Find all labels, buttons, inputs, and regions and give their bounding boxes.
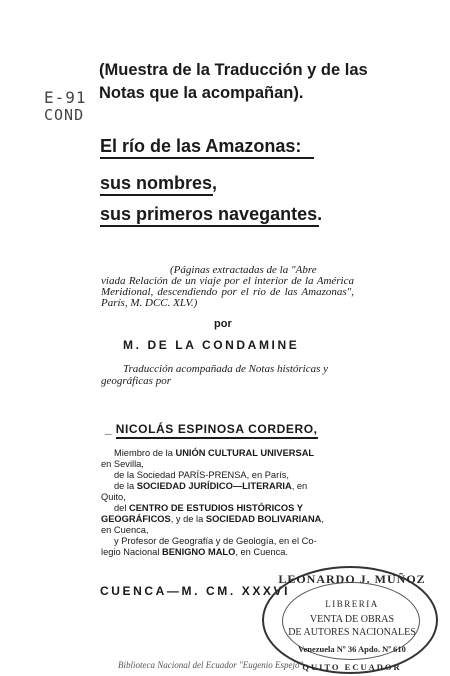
affiliation-line: en Cuenca, (101, 525, 149, 535)
stamp-line: VENTA DE OBRAS (309, 614, 395, 625)
translator-dash: _ (105, 422, 112, 436)
affiliation-line: y Profesor de Geografía y de Geología, en el Co- (114, 536, 317, 546)
title-line-1: El río de las Amazonas: (100, 136, 302, 156)
affiliation-line: del CENTRO DE ESTUDIOS HISTÓRICOS Y (114, 503, 303, 513)
stamp-address: Venezuela Nº 36 Apdo. Nº 610 (298, 644, 406, 654)
library-watermark: Biblioteca Nacional del Ecuador "Eugenio Espejo" (118, 660, 304, 670)
affiliation-line: GEOGRÁFICOS, y de la SOCIEDAD BOLIVARIANA, (101, 514, 324, 524)
stamp-city: QUITO ECUADOR (302, 662, 402, 672)
affiliation-line: en Sevilla, (101, 459, 144, 469)
subtitle: (Muestra de la Traducción y de las Notas que la acompañan). (99, 61, 368, 102)
affiliation-line: de la SOCIEDAD JURÍDICO—LITERARIA, en (114, 481, 308, 491)
handwritten-catalog-code: COND (44, 106, 85, 124)
bookseller-stamp (262, 566, 438, 674)
affiliation-line: Miembro de la UNIÓN CULTURAL UNIVERSAL (114, 448, 315, 458)
affiliation-line: legio Nacional BENIGNO MALO, en Cuenca. (101, 547, 289, 557)
title-line-3: sus primeros navegantes. (100, 204, 323, 224)
by-label: por (214, 318, 232, 330)
excerpt-note-first-line: (Páginas extractadas de la "Abre (170, 264, 317, 276)
handwritten-catalog-number: E-91 (44, 88, 87, 107)
translator-name: NICOLÁS ESPINOSA CORDERO, (116, 422, 318, 439)
stamp-bookseller-name: LEONARDO J. MUÑOZ (278, 572, 426, 586)
title-line-2: sus nombres, (100, 173, 218, 193)
excerpt-note: viada Relación de un viaje por el interior de la América Meridional, descendiendo por el río de las Amazonas", París, M. DCC. XLV.) (101, 275, 354, 309)
translation-note: Traducción acompañada de Notas históricas y geográficas por (101, 363, 329, 387)
imprint: CUENCA—M. CM. XXXVI (100, 584, 291, 598)
stamp-line: LIBRERIA (325, 599, 379, 609)
author-name: M. DE LA CONDAMINE (123, 338, 300, 352)
title-underline-3 (100, 225, 319, 227)
translator-line (105, 420, 318, 438)
title-underline-2 (100, 194, 213, 196)
title-underline-1 (100, 157, 314, 159)
stamp-line: DE AUTORES NACIONALES (288, 627, 416, 638)
affiliation-line: de la Sociedad PARÍS-PRENSA, en París, (114, 470, 290, 480)
affiliation-line: Quito, (101, 492, 126, 502)
